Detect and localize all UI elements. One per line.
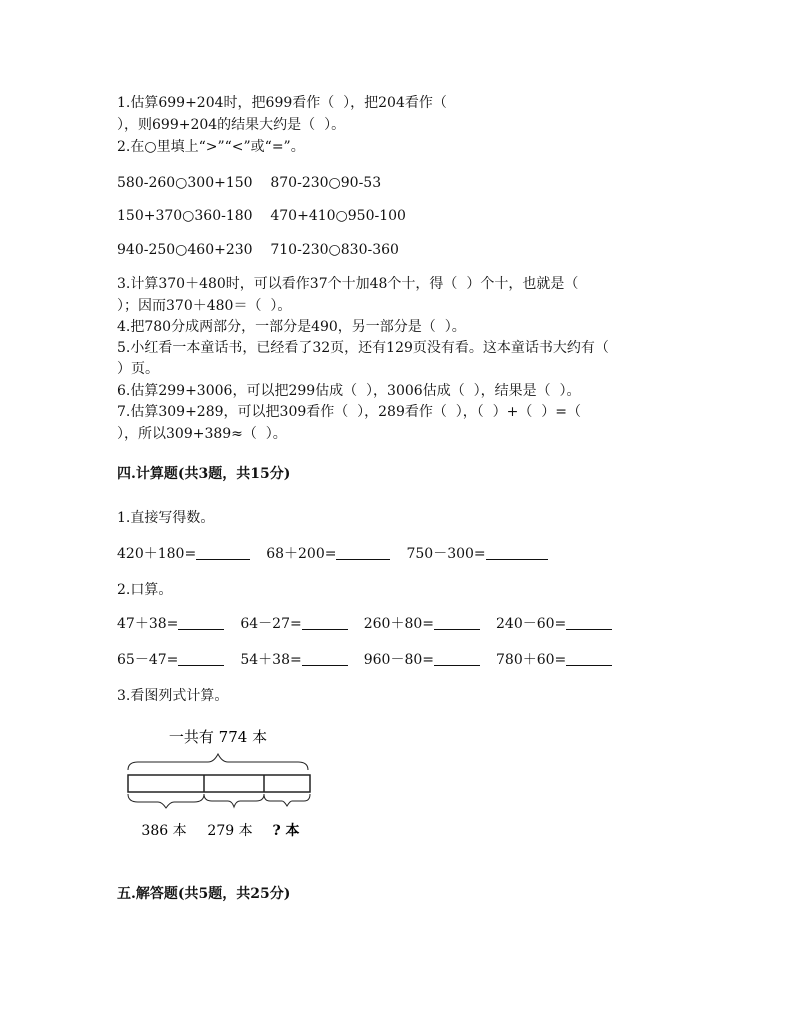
q2-row2: 150+370○360-180 470+410○950-100 <box>117 208 406 224</box>
s4-q1-item: 68＋200= <box>266 546 337 562</box>
answer-blank[interactable] <box>302 650 348 666</box>
q7-line2: ），所以309+389≈（ ）。 <box>117 426 287 442</box>
answer-blank[interactable] <box>336 544 390 560</box>
total-bar <box>128 775 310 792</box>
q4-text: 4.把780分成两部分，一部分是490，另一部分是（ ）。 <box>117 319 466 335</box>
q3-line1: 3.计算370＋480时，可以看作37个十加48个十，得（ ）个十，也就是（ <box>117 276 579 292</box>
answer-blank[interactable] <box>486 544 548 560</box>
part-brace <box>264 794 310 806</box>
s4-q3-title: 3.看图列式计算。 <box>117 688 229 704</box>
s4-q2-item: 960－80= <box>363 652 434 668</box>
s4-q2-title: 2.口算。 <box>117 582 173 598</box>
part-label: 279 本 <box>207 823 253 839</box>
section5-title: 五.解答题(共5题，共25分) <box>117 886 291 902</box>
s4-q2-item: 54＋38= <box>240 652 302 668</box>
q5-line2: ）页。 <box>117 361 159 377</box>
q3-line2: ）；因而370＋480＝（ ）。 <box>117 298 292 314</box>
total-label: 一共有 774 本 <box>168 728 268 746</box>
s4-q2-row2 <box>117 650 628 670</box>
segment-diagram <box>118 722 318 842</box>
s4-q2-item: 47＋38= <box>117 616 179 632</box>
s4-q1-item: 750－300= <box>406 546 486 562</box>
q1-line1: 1.估算699+204时，把699看作（ ），把204看作（ <box>117 95 447 111</box>
answer-blank[interactable] <box>302 614 348 630</box>
s4-q2-row1 <box>117 614 628 634</box>
q6-text: 6.估算299+3006，可以把299估成（ ），3006估成（ ），结果是（ ）。 <box>117 383 581 399</box>
s4-q2-item: 240－60= <box>496 616 567 632</box>
part-brace <box>204 794 264 807</box>
answer-blank[interactable] <box>178 650 224 666</box>
answer-blank[interactable] <box>178 614 224 630</box>
s4-q2-item: 780＋60= <box>496 652 567 668</box>
s4-q2-item: 64－27= <box>240 616 302 632</box>
answer-blank[interactable] <box>434 614 480 630</box>
section4-title: 四.计算题(共3题，共15分) <box>117 466 291 482</box>
s4-q2-item: 260＋80= <box>363 616 434 632</box>
q5-line1: 5.小红看一本童话书，已经看了32页，还有129页没有看。这本童话书大约有（ <box>117 340 609 356</box>
total-brace <box>128 754 308 770</box>
s4-q1-item: 420＋180= <box>117 546 197 562</box>
part-label: 386 本 <box>141 823 187 839</box>
q1-line2: ），则699+204的结果大约是（ ）。 <box>117 117 346 133</box>
answer-blank[interactable] <box>566 650 612 666</box>
s4-q1-row <box>117 544 564 564</box>
q2-row1: 580-260○300+150 870-230○90-53 <box>117 175 382 191</box>
q2-title: 2.在○里填上“>”“<”或“=”。 <box>117 139 305 155</box>
q2-row3: 940-250○460+230 710-230○830-360 <box>117 242 399 258</box>
answer-blank[interactable] <box>434 650 480 666</box>
s4-q2-item: 65－47= <box>117 652 179 668</box>
answer-blank[interactable] <box>196 544 250 560</box>
part-brace <box>128 794 204 808</box>
part-label: ? 本 <box>272 823 300 839</box>
s4-q1-title: 1.直接写得数。 <box>117 510 215 526</box>
answer-blank[interactable] <box>566 614 612 630</box>
q7-line1: 7.估算309+289，可以把309看作（ ），289看作（ ），（ ）+（ ）=（ <box>117 404 582 420</box>
